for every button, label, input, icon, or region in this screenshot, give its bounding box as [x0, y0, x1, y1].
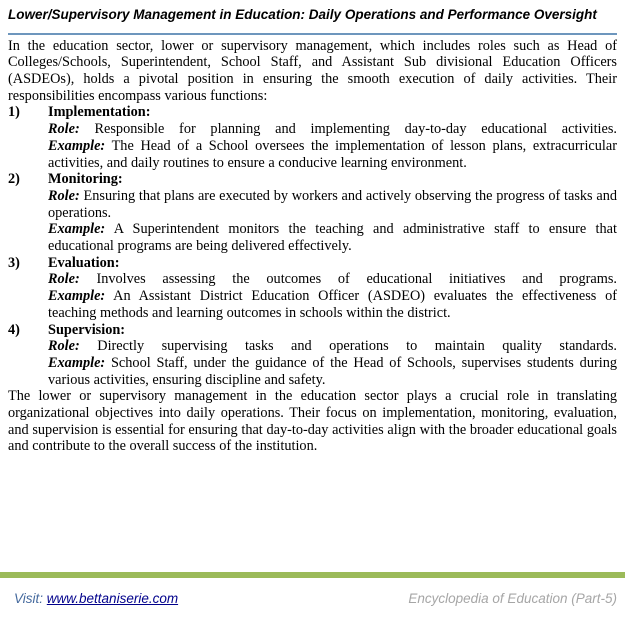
example-label: Example:: [48, 137, 106, 154]
item-number: 1): [8, 104, 20, 121]
role-paragraph: [48, 271, 617, 288]
example-label: Example:: [48, 221, 106, 238]
role-text: Responsible for planning and implementing day-to-day educational activities.: [94, 121, 617, 138]
item-heading: Monitoring:: [48, 171, 123, 188]
example-text: School Staff, under the guidance of the Head of Schools, supervises students during various activities, ensuring discipline and safety.: [48, 354, 617, 388]
example-text: A Superintendent monitors the teaching and administrative staff to ensure that educational programs are being delivered effectively.: [48, 221, 617, 255]
list-item-monitoring: [8, 171, 617, 255]
example-text: An Assistant District Education Officer (ASDEO) evaluates the effectiveness of teaching methods and learning outcomes in schools within the district.: [48, 288, 617, 321]
functions-list: [8, 104, 617, 388]
item-number: 3): [8, 254, 20, 271]
item-heading: Implementation:: [48, 104, 151, 121]
page-title: Lower/Supervisory Management in Education: Daily Operations and Performance Oversight: [8, 7, 597, 22]
role-paragraph: [48, 121, 617, 138]
role-label: Role:: [48, 338, 80, 355]
intro-paragraph: In the education sector, lower or supervisory management, which includes roles such as Head of Colleges/Schools, Superintendent, School Staff, and Assistant Sub divisional Education Officers (ASDEOs), holds a pivotal position in ensuring the smooth execution of daily activities. Their responsibilities encompass various functions:: [8, 37, 617, 104]
role-label: Role:: [48, 121, 80, 138]
document-footer: [0, 591, 625, 606]
item-number: 4): [8, 321, 20, 338]
closing-paragraph: The lower or supervisory management in the education sector plays a crucial role in translating organizational objectives into daily operations. Their focus on implementation, monitoring, evaluation, and supervision is essential for ensuring that day-to-day activities align with the broader educational goals and contribute to the overall success of the institution.: [8, 388, 617, 455]
example-paragraph: [48, 221, 617, 254]
role-text: Ensuring that plans are executed by workers and actively observing the progress of tasks and operations.: [48, 187, 618, 221]
document-body: [8, 38, 617, 456]
example-label: Example:: [48, 354, 106, 371]
list-item-implementation: [8, 104, 617, 171]
footer-left: [14, 591, 178, 606]
example-paragraph: [48, 288, 617, 321]
role-text: Directly supervising tasks and operations to maintain quality standards.: [97, 338, 618, 355]
role-label: Role:: [48, 271, 80, 288]
item-heading: Evaluation:: [48, 254, 120, 271]
example-label: Example:: [48, 288, 106, 305]
website-link[interactable]: www.bettaniserie.com: [46, 591, 179, 606]
role-text: Involves assessing the outcomes of educational initiatives and programs.: [96, 271, 617, 288]
list-item-supervision: [8, 322, 617, 389]
role-label: Role:: [48, 187, 80, 204]
list-item-evaluation: [8, 255, 617, 322]
visit-label: Visit:: [14, 591, 44, 606]
example-paragraph: [48, 138, 617, 171]
document-header: [8, 4, 617, 35]
footer-accent-bar: [0, 572, 625, 578]
role-paragraph: [48, 338, 617, 355]
footer-right-text: Encyclopedia of Education (Part-5): [408, 591, 617, 606]
role-paragraph: [48, 188, 617, 221]
example-paragraph: [48, 355, 617, 388]
item-heading: Supervision:: [48, 321, 126, 338]
example-text: The Head of a School oversees the implementation of lesson plans, extracurricular activities, and daily routines to ensure a conducive learning environment.: [48, 137, 617, 171]
item-number: 2): [8, 171, 20, 188]
